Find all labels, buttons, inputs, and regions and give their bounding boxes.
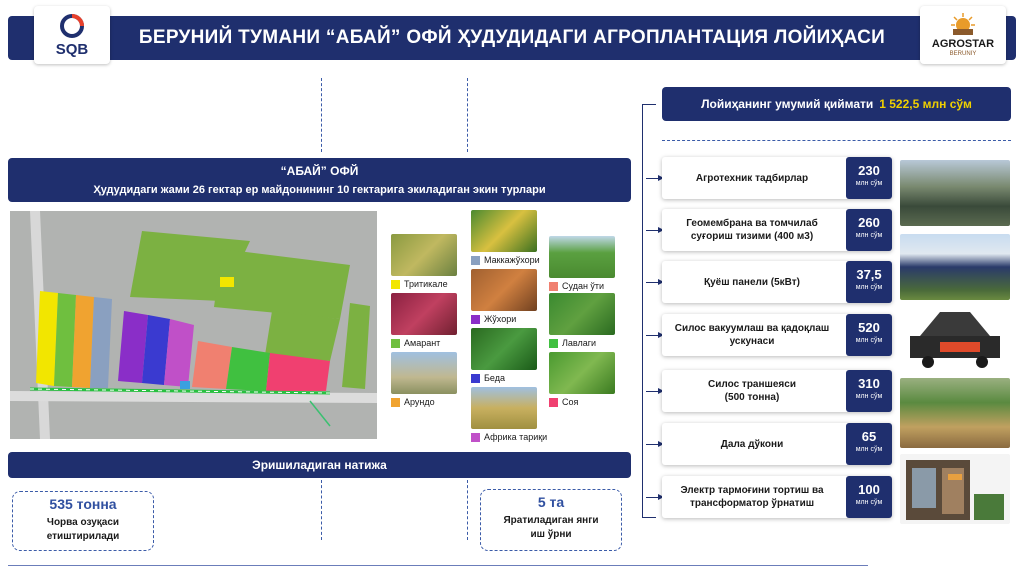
legend-swatch xyxy=(549,282,558,291)
legend-swatch xyxy=(549,339,558,348)
cost-item-label: Электр тармоғини тортиш ва трансформатор ўрнатиш xyxy=(680,485,824,509)
crop-legend-item xyxy=(471,255,540,265)
field-shop-photo xyxy=(900,454,1010,524)
crop-legend-item xyxy=(391,397,435,407)
crop-label: Лавлаги xyxy=(562,338,597,348)
cost-value-unit: млн сўм xyxy=(855,180,883,187)
legend-swatch xyxy=(391,280,400,289)
cost-value-number: 260 xyxy=(858,215,880,230)
sqb-logo xyxy=(34,6,110,64)
crop-legend-item xyxy=(549,397,578,407)
total-cost-label: Лойиҳанинг умумий қиймати xyxy=(701,97,874,111)
legend-swatch xyxy=(549,398,558,407)
legend-swatch xyxy=(391,398,400,407)
field-map xyxy=(10,211,377,439)
cost-item-label: Дала дўкони xyxy=(720,438,784,450)
arrow-icon xyxy=(646,335,660,336)
crop-legend-item xyxy=(471,432,547,442)
african-millet-photo xyxy=(471,387,537,429)
cost-value-unit: млн сўм xyxy=(855,337,883,344)
cost-value-number: 230 xyxy=(858,163,880,178)
arrow-icon xyxy=(646,230,660,231)
footer-divider xyxy=(8,565,868,566)
crop-legend-item xyxy=(549,338,596,348)
cost-value-number: 520 xyxy=(858,320,880,335)
result-section-bar: Эришиладиган натижа xyxy=(8,452,631,478)
crop-legend-item xyxy=(391,279,448,289)
cost-item-label: Агротехник тадбирлар xyxy=(695,172,809,184)
silo-machine-image xyxy=(900,306,1010,372)
result-value: 535 тонна xyxy=(49,496,117,512)
cost-value-number: 310 xyxy=(858,376,880,391)
connector-line xyxy=(467,480,468,540)
silo-trench-photo xyxy=(900,378,1010,448)
arrow-icon xyxy=(646,497,660,498)
result-card-feed xyxy=(12,491,154,551)
alfalfa-photo xyxy=(471,328,537,370)
arundo-photo xyxy=(391,352,457,394)
cost-item-silo-trench xyxy=(662,370,892,412)
agrostar-logo-text: AGROSTAR xyxy=(931,38,995,50)
cost-item-solar xyxy=(662,261,892,303)
legend-swatch xyxy=(471,256,480,265)
cost-item-value xyxy=(846,209,892,251)
soy-photo xyxy=(549,352,615,394)
cost-item-label: Қуёш панели (5кВт) xyxy=(703,276,801,288)
crop-label: Судан ўти xyxy=(562,281,605,291)
sun-field-icon xyxy=(950,12,976,38)
legend-swatch xyxy=(471,315,480,324)
corn-photo xyxy=(471,210,537,252)
crop-legend-item xyxy=(471,314,516,324)
sorghum-photo xyxy=(471,269,537,311)
cost-value-unit: млн сўм xyxy=(855,446,883,453)
cost-item-value xyxy=(846,157,892,199)
page-title: БЕРУНИЙ ТУМАНИ “АБАЙ” ОФЙ ҲУДУДИДАГИ АГРОПЛАНТАЦИЯ ЛОЙИҲАСИ xyxy=(138,27,886,48)
abay-section-bar xyxy=(8,158,631,202)
cost-item-value xyxy=(846,261,892,303)
cost-item-agrotech xyxy=(662,157,892,199)
solar-panel-photo xyxy=(900,234,1010,300)
crop-label: Арундо xyxy=(404,397,435,407)
geomembrane-photo xyxy=(900,160,1010,226)
cost-item-label: Геомембрана ва томчилаб суғориш тизими (400 м3) xyxy=(686,218,818,242)
cost-item-field-shop xyxy=(662,423,892,465)
amaranth-photo xyxy=(391,293,457,335)
connector-line xyxy=(467,78,468,152)
beet-photo xyxy=(549,293,615,335)
total-cost-bar xyxy=(662,87,1011,121)
header-bar xyxy=(8,16,1016,60)
legend-swatch xyxy=(471,374,480,383)
result-card-jobs xyxy=(480,489,622,551)
cost-bracket xyxy=(642,104,656,518)
abay-subtitle: Ҳудудидаги жами 26 гектар ер майдонининг 10 гектарига экиладиган экин турлари xyxy=(93,184,546,196)
cost-value-number: 37,5 xyxy=(856,267,882,282)
cost-value-unit: млн сўм xyxy=(855,499,883,506)
total-cost-amount: 1 522,5 млн сўм xyxy=(879,97,972,111)
arrow-icon xyxy=(646,282,660,283)
divider-line xyxy=(662,140,1011,141)
cost-item-label: Силос траншеяси (500 тонна) xyxy=(708,379,796,403)
crop-label: Жўхори xyxy=(484,314,517,324)
legend-swatch xyxy=(471,433,480,442)
crop-legend-item xyxy=(391,338,440,348)
legend-swatch xyxy=(391,339,400,348)
arrow-icon xyxy=(646,391,660,392)
crop-label: Соя xyxy=(562,397,579,407)
agrostar-logo xyxy=(920,6,1006,64)
cost-item-value xyxy=(846,314,892,356)
result-desc: Яратиладиган янги иш ўрни xyxy=(503,515,599,540)
cost-value-number: 100 xyxy=(858,482,880,497)
cost-item-label: Силос вакуумлаш ва қадоқлаш ускунаси xyxy=(674,323,830,347)
abay-title: “АБАЙ” ОФЙ xyxy=(280,164,359,178)
crop-label: Амарант xyxy=(404,338,441,348)
cost-item-value xyxy=(846,476,892,518)
cost-value-unit: млн сўм xyxy=(855,284,883,291)
sudan-grass-photo xyxy=(549,236,615,278)
cost-item-silo-equipment xyxy=(662,314,892,356)
cost-value-unit: млн сўм xyxy=(855,232,883,239)
sqb-logo-icon xyxy=(60,14,84,38)
arrow-icon xyxy=(646,178,660,179)
arrow-icon xyxy=(646,444,660,445)
cost-item-geomembrane xyxy=(662,209,892,251)
cost-value-unit: млн сўм xyxy=(855,393,883,400)
sqb-logo-text: SQB xyxy=(55,41,89,58)
crop-label: Беда xyxy=(484,373,505,383)
cost-value-number: 65 xyxy=(861,429,877,444)
triticale-photo xyxy=(391,234,457,276)
field-shop-image xyxy=(900,454,1010,524)
silo-machine-photo xyxy=(900,306,1010,372)
connector-line xyxy=(321,78,322,152)
crop-legend-item xyxy=(471,373,505,383)
crop-legend-item xyxy=(549,281,604,291)
result-desc: Чорва озуқаси етиштирилади xyxy=(46,517,120,542)
crop-label: Маккажўхори xyxy=(484,255,540,265)
connector-line xyxy=(321,480,322,540)
field-map-image xyxy=(10,211,377,439)
cost-item-value xyxy=(846,423,892,465)
crop-label: Африка тариқи xyxy=(484,432,548,442)
cost-item-electric xyxy=(662,476,892,518)
agrostar-logo-subtext: BERUNIY xyxy=(949,51,977,57)
cost-item-value xyxy=(846,370,892,412)
crop-label: Тритикале xyxy=(404,279,448,289)
result-value: 5 та xyxy=(537,494,565,510)
